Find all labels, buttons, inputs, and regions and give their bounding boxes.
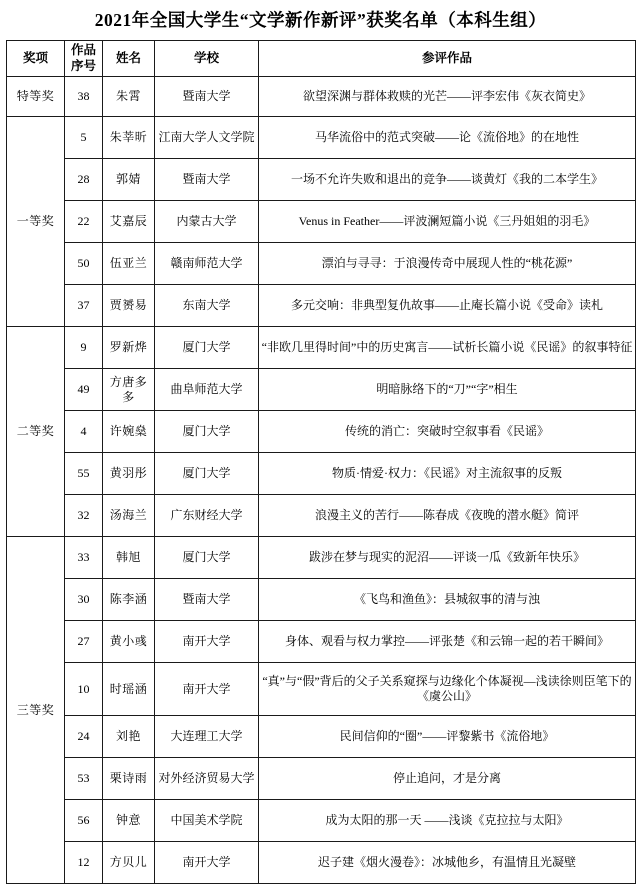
school-cell: 厦门大学 xyxy=(155,537,259,579)
school-cell: 暨南大学 xyxy=(155,579,259,621)
entry-number-cell: 5 xyxy=(65,117,103,159)
school-cell: 南开大学 xyxy=(155,663,259,716)
school-cell: 曲阜师范大学 xyxy=(155,369,259,411)
author-name-cell: 汤海兰 xyxy=(103,495,155,537)
table-row xyxy=(7,369,636,411)
entry-number-cell: 28 xyxy=(65,159,103,201)
column-header-work: 参评作品 xyxy=(259,41,636,77)
table-row xyxy=(7,579,636,621)
work-title-cell: Venus in Feather——评波澜短篇小说《三丹姐姐的羽毛》 xyxy=(259,201,636,243)
entry-number-cell: 24 xyxy=(65,716,103,758)
work-title-cell: “真”与“假”背后的父子关系窥探与边缘化个体凝视—浅读徐则臣笔下的《虞公山》 xyxy=(259,663,636,716)
table-row xyxy=(7,537,636,579)
school-cell: 大连理工大学 xyxy=(155,716,259,758)
author-name-cell: 方唐多多 xyxy=(103,369,155,411)
school-cell: 中国美术学院 xyxy=(155,800,259,842)
school-cell: 暨南大学 xyxy=(155,159,259,201)
work-title-cell: 明暗脉络下的“刀”“字”相生 xyxy=(259,369,636,411)
author-name-cell: 许婉燊 xyxy=(103,411,155,453)
award-category-cell: 一等奖 xyxy=(7,117,65,327)
entry-number-cell: 9 xyxy=(65,327,103,369)
school-cell: 内蒙古大学 xyxy=(155,201,259,243)
column-header-name: 姓名 xyxy=(103,41,155,77)
work-title-cell: 跋涉在梦与现实的泥沼——评谈一瓜《致新年快乐》 xyxy=(259,537,636,579)
table-row xyxy=(7,285,636,327)
work-title-cell: 马华流俗中的范式突破——论《流俗地》的在地性 xyxy=(259,117,636,159)
school-cell: 对外经济贸易大学 xyxy=(155,758,259,800)
award-category-cell: 二等奖 xyxy=(7,327,65,537)
entry-number-cell: 50 xyxy=(65,243,103,285)
author-name-cell: 陈李涵 xyxy=(103,579,155,621)
work-title-cell: 欲望深渊与群体救赎的光芒——评李宏伟《灰衣简史》 xyxy=(259,77,636,117)
table-row xyxy=(7,716,636,758)
work-title-cell: 成为太阳的那一天 ——浅谈《克拉拉与太阳》 xyxy=(259,800,636,842)
award-list-table xyxy=(6,40,636,884)
school-cell: 赣南师范大学 xyxy=(155,243,259,285)
author-name-cell: 朱莘昕 xyxy=(103,117,155,159)
author-name-cell: 郭婧 xyxy=(103,159,155,201)
school-cell: 厦门大学 xyxy=(155,327,259,369)
table-body xyxy=(7,77,636,884)
author-name-cell: 黄羽彤 xyxy=(103,453,155,495)
table-row xyxy=(7,77,636,117)
work-title-cell: 民间信仰的“圈”——评黎紫书《流俗地》 xyxy=(259,716,636,758)
entry-number-cell: 37 xyxy=(65,285,103,327)
author-name-cell: 时瑶涵 xyxy=(103,663,155,716)
work-title-cell: 漂泊与寻寻：于浪漫传奇中展现人性的“桃花源” xyxy=(259,243,636,285)
author-name-cell: 艾嘉辰 xyxy=(103,201,155,243)
table-header xyxy=(7,41,636,77)
work-title-cell: 《飞鸟和渔鱼》：县城叙事的清与浊 xyxy=(259,579,636,621)
entry-number-cell: 22 xyxy=(65,201,103,243)
entry-number-cell: 12 xyxy=(65,842,103,884)
table-row xyxy=(7,621,636,663)
author-name-cell: 罗新烨 xyxy=(103,327,155,369)
table-row xyxy=(7,411,636,453)
work-title-cell: 多元交响：非典型复仇故事——止庵长篇小说《受命》读札 xyxy=(259,285,636,327)
table-row xyxy=(7,159,636,201)
school-cell: 江南大学人文学院 xyxy=(155,117,259,159)
work-title-cell: 传统的消亡：突破时空叙事看《民谣》 xyxy=(259,411,636,453)
work-title-cell: 一场不允许失败和退出的竞争——谈黄灯《我的二本学生》 xyxy=(259,159,636,201)
school-cell: 南开大学 xyxy=(155,621,259,663)
page-title: 2021年全国大学生“文学新作新评”获奖名单（本科生组） xyxy=(94,10,547,30)
entry-number-cell: 27 xyxy=(65,621,103,663)
author-name-cell: 朱霄 xyxy=(103,77,155,117)
school-cell: 厦门大学 xyxy=(155,411,259,453)
work-title-cell: 停止追问，才是分离 xyxy=(259,758,636,800)
table-row xyxy=(7,758,636,800)
award-category-cell: 特等奖 xyxy=(7,77,65,117)
column-header-award: 奖项 xyxy=(7,41,65,77)
table-row xyxy=(7,327,636,369)
award-category-cell: 三等奖 xyxy=(7,537,65,884)
author-name-cell: 钟意 xyxy=(103,800,155,842)
author-name-cell: 韩旭 xyxy=(103,537,155,579)
table-row xyxy=(7,663,636,716)
entry-number-cell: 56 xyxy=(65,800,103,842)
entry-number-cell: 32 xyxy=(65,495,103,537)
column-header-no: 作品序号 xyxy=(65,41,103,77)
school-cell: 广东财经大学 xyxy=(155,495,259,537)
entry-number-cell: 38 xyxy=(65,77,103,117)
work-title-cell: 浪漫主义的苦行——陈春成《夜晚的潜水艇》简评 xyxy=(259,495,636,537)
table-row xyxy=(7,800,636,842)
entry-number-cell: 49 xyxy=(65,369,103,411)
work-title-cell: 身体、观看与权力掌控——评张楚《和云锦一起的若干瞬间》 xyxy=(259,621,636,663)
entry-number-cell: 55 xyxy=(65,453,103,495)
author-name-cell: 刘艳 xyxy=(103,716,155,758)
table-row xyxy=(7,842,636,884)
school-cell: 厦门大学 xyxy=(155,453,259,495)
author-name-cell: 方贝儿 xyxy=(103,842,155,884)
table-row xyxy=(7,243,636,285)
school-cell: 南开大学 xyxy=(155,842,259,884)
entry-number-cell: 30 xyxy=(65,579,103,621)
table-row xyxy=(7,495,636,537)
school-cell: 东南大学 xyxy=(155,285,259,327)
author-name-cell: 贾赟易 xyxy=(103,285,155,327)
author-name-cell: 伍亚兰 xyxy=(103,243,155,285)
work-title-cell: 物质·情爱·权力：《民谣》对主流叙事的反叛 xyxy=(259,453,636,495)
column-header-school: 学校 xyxy=(155,41,259,77)
entry-number-cell: 10 xyxy=(65,663,103,716)
work-title-cell: “非欧几里得时间”中的历史寓言——试析长篇小说《民谣》的叙事特征 xyxy=(259,327,636,369)
table-row xyxy=(7,453,636,495)
author-name-cell: 黄小彧 xyxy=(103,621,155,663)
table-row xyxy=(7,117,636,159)
entry-number-cell: 33 xyxy=(65,537,103,579)
author-name-cell: 栗诗雨 xyxy=(103,758,155,800)
entry-number-cell: 4 xyxy=(65,411,103,453)
work-title-cell: 迟子建《烟火漫卷》：冰城他乡，有温情且光凝壁 xyxy=(259,842,636,884)
school-cell: 暨南大学 xyxy=(155,77,259,117)
entry-number-cell: 53 xyxy=(65,758,103,800)
table-row xyxy=(7,201,636,243)
